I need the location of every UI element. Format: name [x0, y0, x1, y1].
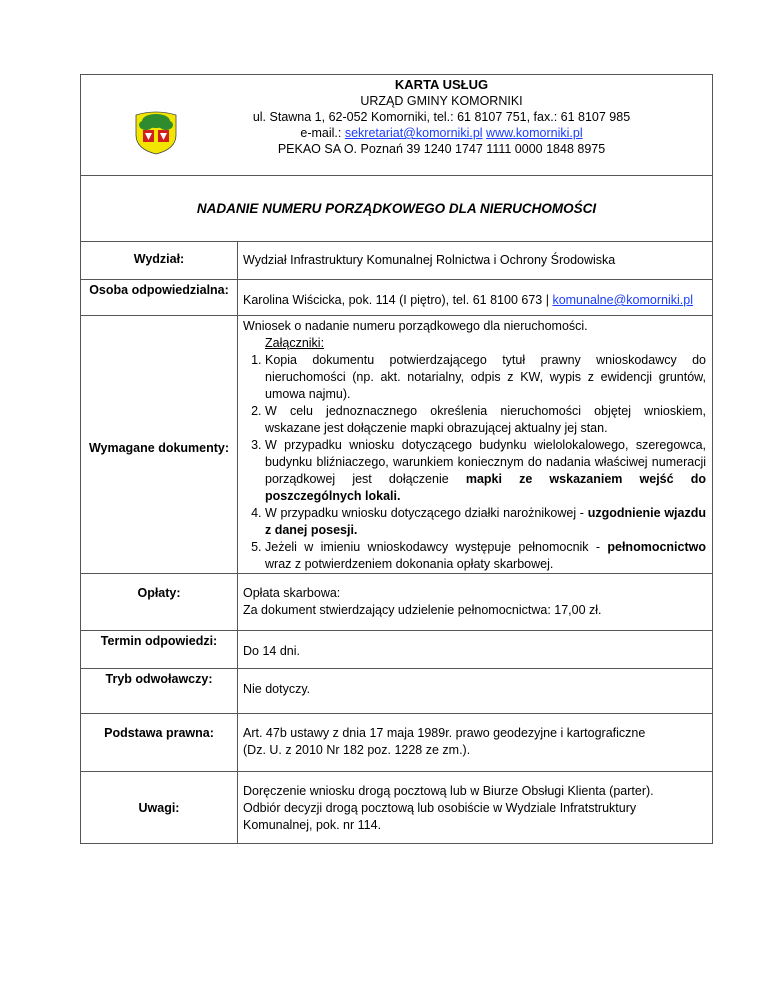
legal-line1: Art. 47b ustawy z dnia 17 maja 1989r. prawo geodezyjne i kartograficzne [243, 726, 646, 740]
email-link[interactable]: sekretariat@komorniki.pl [344, 126, 483, 140]
website-link[interactable]: www.komorniki.pl [486, 126, 583, 140]
documents-label: Wymagane dokumenty: [81, 316, 238, 574]
responsible-value [238, 280, 713, 316]
appeal-value: Nie dotyczy. [238, 669, 713, 714]
documents-value [238, 316, 713, 574]
deadline-label: Termin odpowiedzi: [81, 631, 238, 669]
notes-value [238, 772, 713, 844]
coat-of-arms-icon [134, 109, 178, 155]
fees-line2: Za dokument stwierdzający udzielenie pełnomocnictwa: 17,00 zł. [243, 603, 602, 617]
fees-line1: Opłata skarbowa: [243, 586, 341, 600]
legal-label: Podstawa prawna: [81, 714, 238, 772]
card-title: KARTA USŁUG [394, 77, 489, 92]
list-item: 2. W celu jednoznacznego określenia nieruchomości objętej wnioskiem, wskazane jest dołączenie mapki obrazującej aktualny jej stan. [265, 403, 706, 437]
header-cell [81, 75, 713, 176]
list-item [265, 437, 706, 505]
list-item [265, 539, 706, 573]
attachments-label: Załączniki: [265, 336, 325, 350]
service-title: NADANIE NUMERU PORZĄDKOWEGO DLA NIERUCHOMOŚCI [81, 176, 713, 242]
item4-bold: uzgodnienie wjazdu z danej posesji. [265, 506, 706, 537]
bank-account: PEKAO SA O. Poznań 39 1240 1747 1111 0000 1848 8975 [277, 142, 606, 156]
item3-bold: mapki ze wskazaniem wejść do poszczególnych lokali. [265, 472, 706, 503]
deadline-value: Do 14 dni. [238, 631, 713, 669]
office-name: URZĄD GMINY KOMORNIKI [360, 94, 523, 108]
documents-list [243, 352, 706, 573]
responsible-text: Karolina Wiścicka, pok. 114 (I piętro), tel. 61 8100 673 | [243, 293, 553, 307]
item4-text: W przypadku wniosku dotyczącego działki narożnikowej - [265, 506, 588, 520]
responsible-email-link[interactable]: komunalne@komorniki.pl [552, 293, 693, 307]
notes-line2: Odbiór decyzji drogą pocztową lub osobiście w Wydziale Infratstruktury Komunalnej, pok. nr 114. [243, 801, 637, 832]
legal-value [238, 714, 713, 772]
email-prefix: e-mail.: [300, 126, 345, 140]
appeal-label: Tryb odwoławczy: [81, 669, 238, 714]
notes-line1: Doręczenie wniosku drogą pocztową lub w Biurze Obsługi Klienta (parter). [243, 784, 654, 798]
legal-line2: (Dz. U. z 2010 Nr 182 poz. 1228 ze zm.). [243, 743, 471, 757]
department-value: Wydział Infrastruktury Komunalnej Rolnictwa i Ochrony Środowiska [238, 242, 713, 280]
list-item [265, 505, 706, 539]
contact-line [171, 125, 712, 141]
department-label: Wydział: [81, 242, 238, 280]
fees-value [238, 574, 713, 631]
item5-bold: pełnomocnictwo [607, 540, 706, 554]
documents-intro: Wniosek o nadanie numeru porządkowego dla nieruchomości. [243, 319, 588, 333]
service-card [80, 74, 713, 844]
office-address: ul. Stawna 1, 62-052 Komorniki, tel.: 61 8107 751, fax.: 61 8107 985 [252, 110, 631, 124]
notes-label: Uwagi: [81, 772, 238, 844]
item5-text: Jeżeli w imieniu wnioskodawcy występuje pełnomocnik - [265, 540, 608, 554]
list-item: 1. Kopia dokumentu potwierdzającego tytuł prawny wnioskodawcy do nieruchomości (np. akt. notarialny, odpis z KW, wypis z ewidencji gruntów, umowa najmu). [265, 352, 706, 403]
item3-text: W przypadku wniosku dotyczącego budynku wielolokalowego, szeregowca, budynku bliźniaczego, warunkiem koniecznym do nadania właściwej numeracji porządkowej jest dołączenie [265, 438, 706, 486]
item5-tail: wraz z potwierdzeniem dokonania opłaty skarbowej. [265, 557, 554, 571]
service-card-table [80, 74, 713, 844]
fees-label: Opłaty: [81, 574, 238, 631]
responsible-label: Osoba odpowiedzialna: [81, 280, 238, 316]
